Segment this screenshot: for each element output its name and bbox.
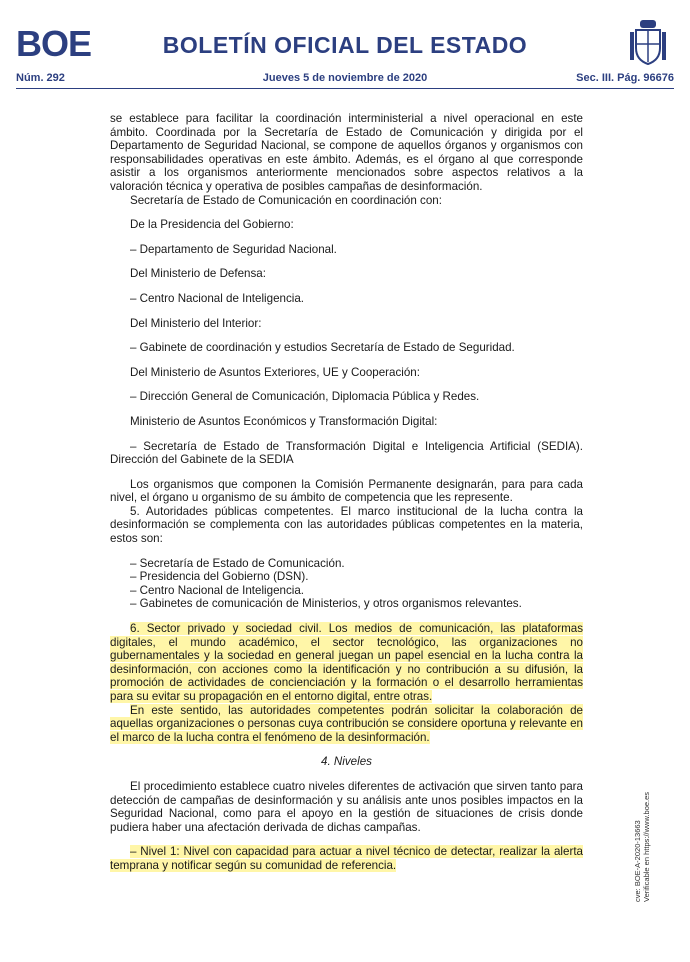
paragraph: Los organismos que componen la Comisión Permanente designarán, para para cada nivel, el órgano u organismo de su ámbito de competencia que les represente.: [110, 477, 583, 505]
list-item: – Centro Nacional de Inteligencia.: [130, 583, 305, 597]
paragraph: De la Presidencia del Gobierno:: [130, 218, 294, 232]
paragraph: 5. Autoridades públicas competentes. El marco institucional de la lucha contra la desinformación se complementa con las autoridades públicas competentes en la materia, estos son:: [110, 504, 583, 546]
list-item: – Centro Nacional de Inteligencia.: [130, 291, 305, 305]
list-item: – Secretaría de Estado de Comunicación.: [130, 556, 345, 570]
paragraph: Del Ministerio de Asuntos Exteriores, UE y Cooperación:: [130, 365, 420, 379]
paragraph: Del Ministerio de Defensa:: [130, 267, 266, 281]
coat-of-arms-icon: [630, 18, 666, 66]
list-item: – Presidencia del Gobierno (DSN).: [130, 570, 309, 584]
highlighted-list-item: – Nivel 1: Nivel con capacidad para actuar a nivel técnico de detectar, realizar la alerta temprana y notificar según su comunidad de referencia.: [110, 845, 583, 872]
boe-logo: BOE: [16, 23, 92, 64]
highlighted-paragraph: En este sentido, las autoridades competentes podrán solicitar la colaboración de aquellas organizaciones o personas cuya contribución se considere oportuna y relevante en el marco de la lucha contra el fenómeno de la desinformación.: [110, 703, 583, 744]
paragraph: El procedimiento establece cuatro niveles diferentes de activación que sirven tanto para detección de campañas de desinformación y su análisis ante unos posibles impactos en la Seguridad Nacional, como para el apoyo en la gestión de situaciones de crisis donde pudiera haber una afectación derivada de dichas campañas.: [110, 779, 583, 834]
paragraph: Del Ministerio del Interior:: [130, 316, 262, 330]
section-heading: 4. Niveles: [321, 755, 372, 769]
list-item: – Gabinete de coordinación y estudios Secretaría de Estado de Seguridad.: [130, 341, 515, 355]
list-item: – Departamento de Seguridad Nacional.: [130, 242, 337, 256]
paragraph: se establece para facilitar la coordinación interministerial a nivel operacional en este ámbito. Coordinada por la Secretaría de Estado de Comunicación y dirigida por el Departamento de Seguridad Nacional, se compone de aquellos órganos y organismos con responsabilidades operativas en este ámbito. Además, es el órgano al que corresponde asistir a los organismos anteriormente mencionados sobre aspectos relativos a la valoración técnica y operativa de posibles campañas de desinformación.: [110, 112, 583, 193]
document-body: [110, 112, 583, 873]
issue-number: Núm. 292: [16, 72, 65, 84]
paragraph: Ministerio de Asuntos Económicos y Transformación Digital:: [130, 414, 438, 428]
issue-date: Jueves 5 de noviembre de 2020: [262, 72, 428, 84]
cve-code: cve: BOE-A-2020-13663: [633, 820, 642, 902]
verification-note: [633, 792, 651, 902]
header-bar: [16, 70, 674, 89]
list-item: – Secretaría de Estado de Transformación Digital e Inteligencia Artificial (SEDIA). Dirección del Gabinete de la SEDIA: [110, 439, 583, 467]
highlighted-paragraph: 6. Sector privado y sociedad civil. Los medios de comunicación, las plataformas digitales, el mundo académico, el sector tecnológico, las organizaciones no gubernamentales y la sociedad en general juegan un papel esencial en la lucha contra la desinformación, con acciones como la identificación y no contribución a su difusión, la promoción de actividades de concienciación y la formación o el desarrollo herramientas para su evitar su propagación en el entorno digital, entre otras.: [110, 622, 583, 703]
list-item: – Gabinetes de comunicación de Ministerios, y otros organismos relevantes.: [130, 597, 522, 611]
paragraph: Secretaría de Estado de Comunicación en coordinación con:: [130, 193, 442, 207]
verify-url: Verificable en https://www.boe.es: [642, 791, 651, 902]
section-page: Sec. III. Pág. 96676: [576, 72, 674, 84]
page-title: BOLETÍN OFICIAL DEL ESTADO: [162, 32, 528, 58]
list-item: – Dirección General de Comunicación, Diplomacia Pública y Redes.: [130, 390, 480, 404]
